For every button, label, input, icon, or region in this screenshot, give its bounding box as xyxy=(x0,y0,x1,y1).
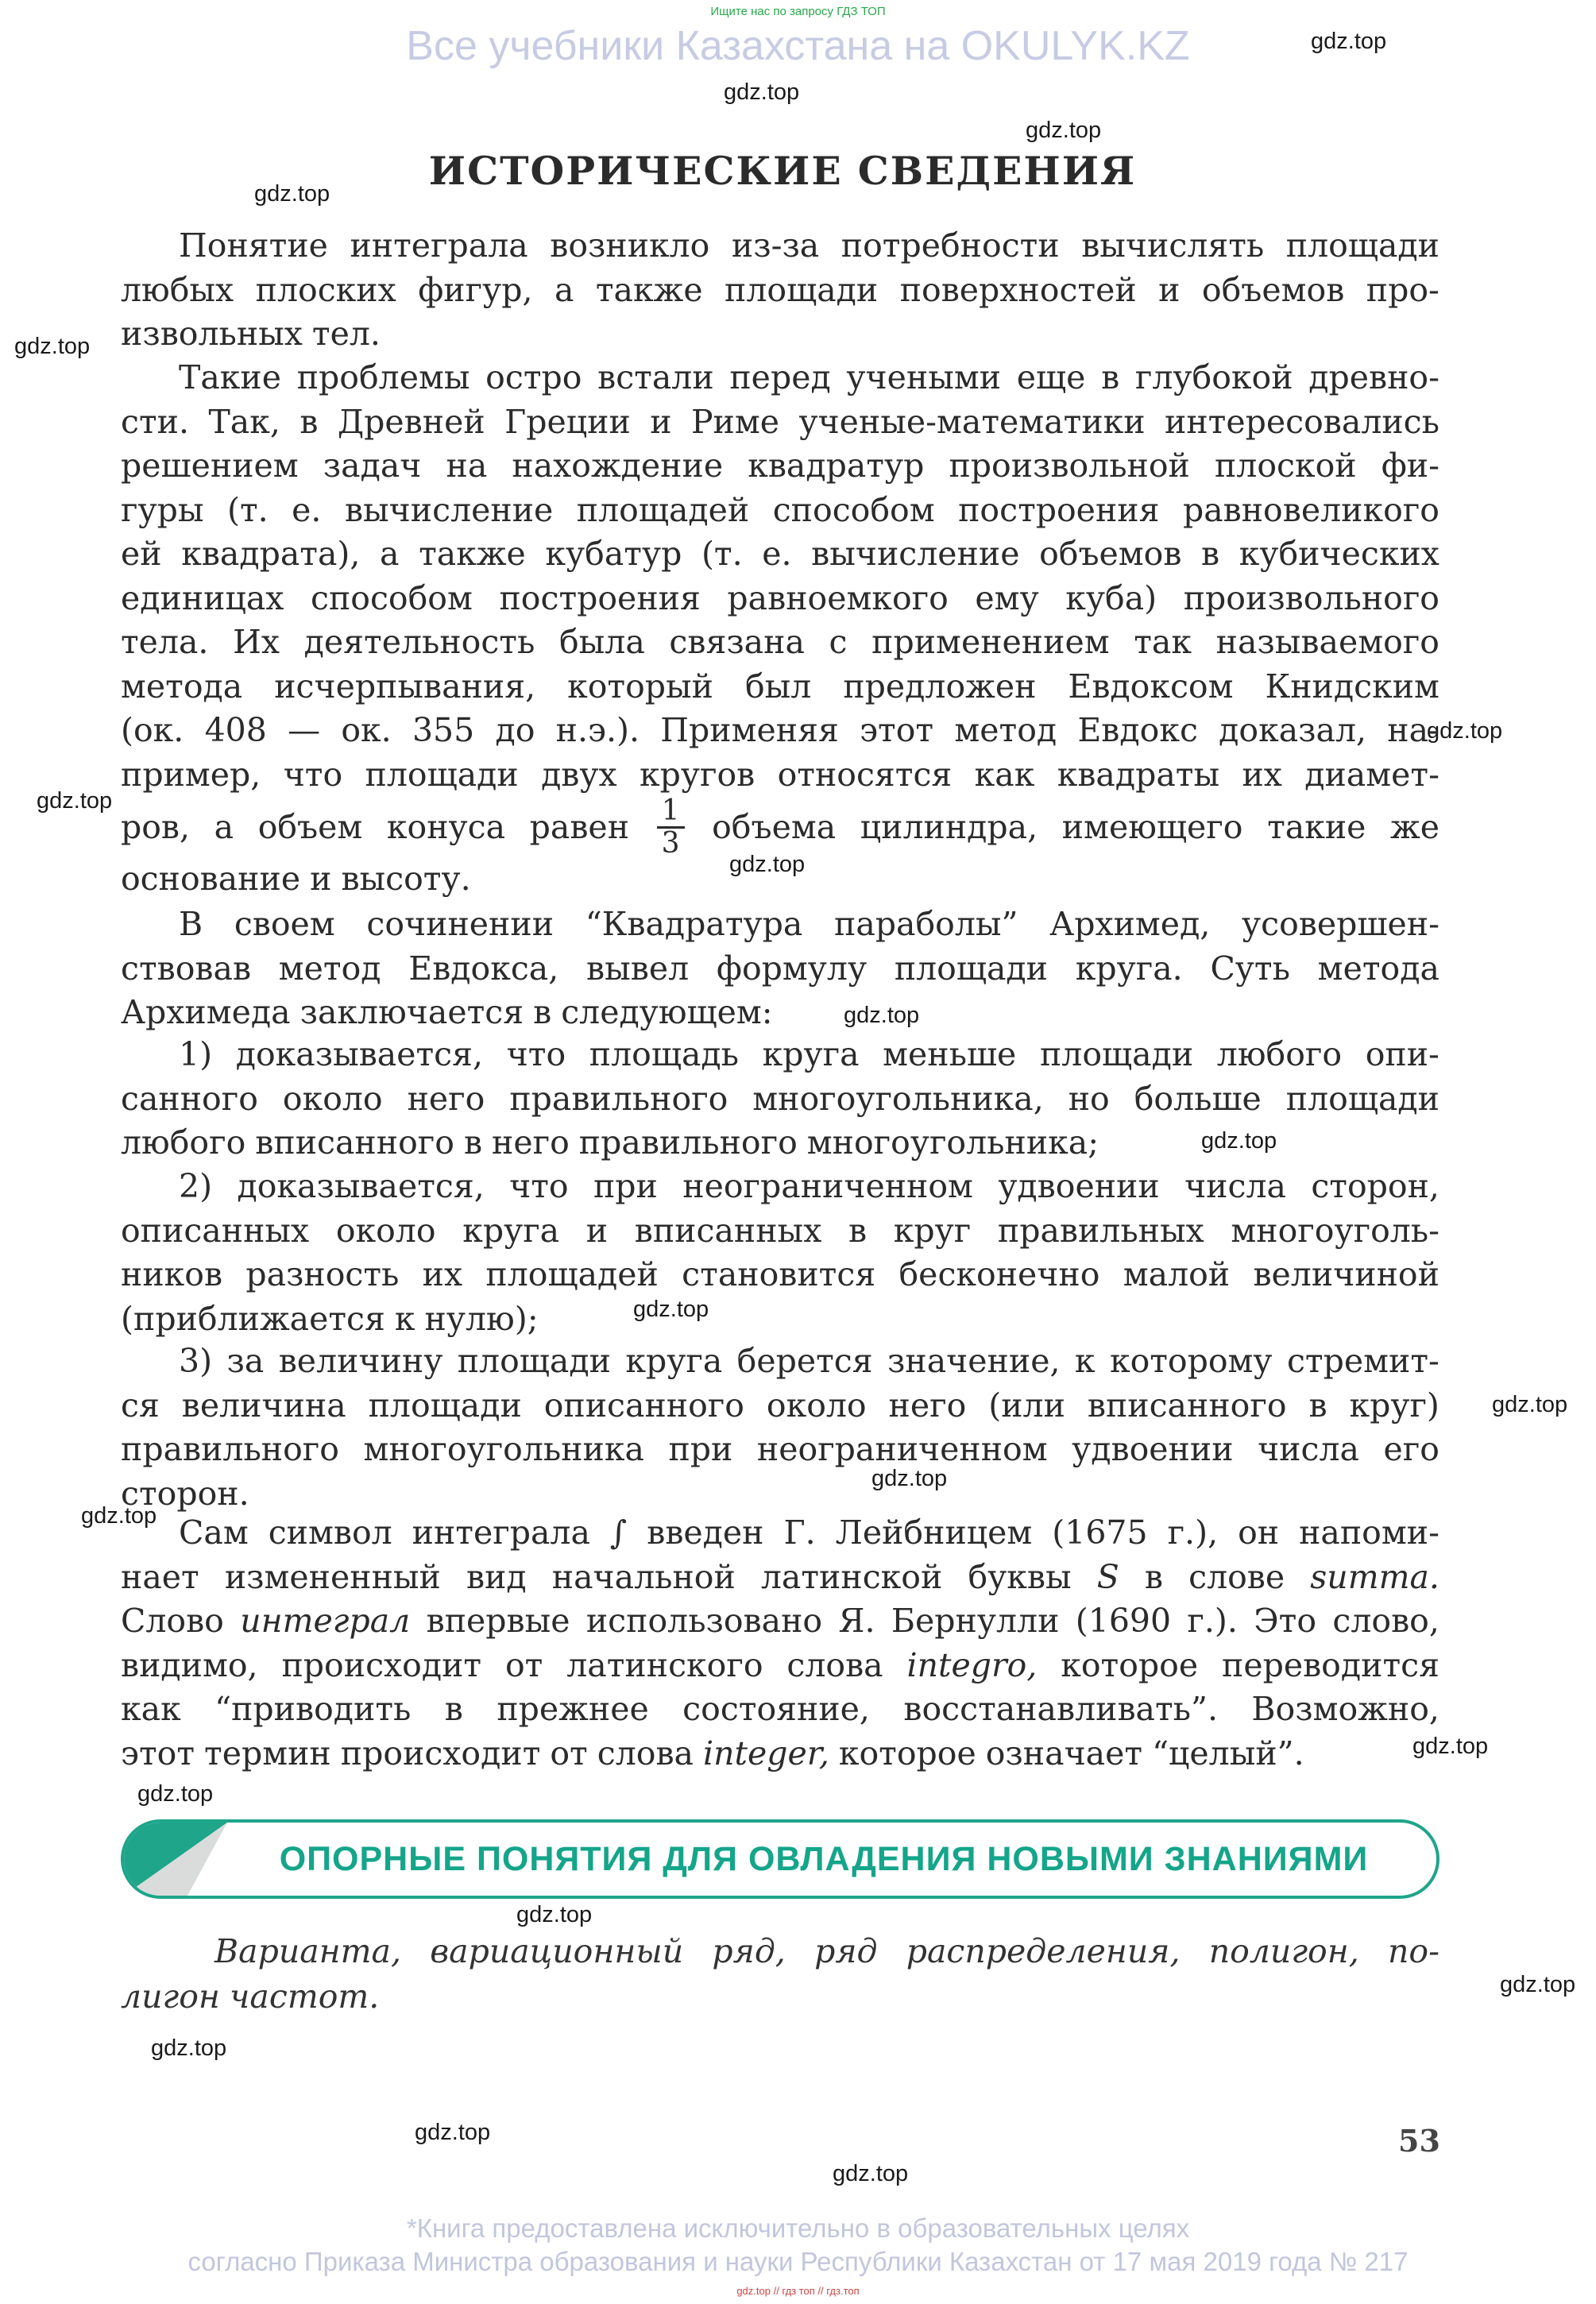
text-line: метода исчерпывания, который был предложен Евдоксом Книдским xyxy=(121,667,1439,706)
key-terms xyxy=(121,1929,1439,2020)
text-line: любых плоских фигур, а также площади поверхностей и объемов про- xyxy=(121,270,1439,309)
text-line: 2) доказывается, что при неограниченном удвоении числа сторон, xyxy=(179,1167,1439,1205)
watermark: gdz.top xyxy=(871,1466,948,1491)
text-line: 1) доказывается, что площадь круга меньше площади любого опи- xyxy=(179,1035,1439,1073)
watermark: gdz.top xyxy=(729,852,806,877)
text-line: гуры (т. е. вычисление площадей способом построения равновеликого xyxy=(121,490,1439,529)
text-line: тела. Их деятельность была связана с применением так называемого xyxy=(121,623,1439,661)
text-line: лигон частот. xyxy=(121,1977,380,2016)
text-line: Такие проблемы остро встали перед учеными еще в глубокой древно- xyxy=(179,358,1439,396)
watermark: gdz.top xyxy=(1500,1972,1576,1997)
watermark: gdz.top xyxy=(1311,29,1387,54)
footer-line-1: *Книга предоставлена исключительно в образовательных целях xyxy=(406,2213,1190,2243)
text-line: санного около него правильного многоугольника, но больше площади xyxy=(121,1079,1439,1118)
text-line: этот термин происходит от слова integer, которое означает “целый”. xyxy=(121,1734,1304,1772)
watermark: gdz.top xyxy=(516,1902,593,1927)
bottom-note: gdz.top // гдз топ // гдз.топ xyxy=(736,2285,860,2297)
section-banner-label: ОПОРНЫЕ ПОНЯТИЯ ДЛЯ ОВЛАДЕНИЯ НОВЫМИ ЗНАНИЯМИ xyxy=(279,1839,1369,1878)
watermark: gdz.top xyxy=(1026,118,1102,143)
footer-line-2: согласно Приказа Министра образования и науки Республики Казахстан от 17 мая 2019 года № 217 xyxy=(187,2247,1409,2276)
watermark: gdz.top xyxy=(633,1297,709,1322)
watermark: gdz.top xyxy=(1427,718,1503,744)
text-line: ей квадрата), а также кубатур (т. е. вычисление объемов в кубических xyxy=(121,535,1439,573)
watermark: gdz.top xyxy=(724,79,800,105)
paragraph-4 xyxy=(121,1511,1439,1776)
text-line: любого вписанного в него правильного многоугольника; xyxy=(121,1123,1099,1162)
fraction xyxy=(657,796,685,859)
watermark: gdz.top xyxy=(151,2035,227,2061)
text-line: ствовав метод Евдокса, вывел формулу площади круга. Суть метода xyxy=(121,949,1439,988)
text-line: основание и высоту. xyxy=(121,860,471,898)
watermark: gdz.top xyxy=(415,2120,491,2145)
paragraph-2 xyxy=(121,356,1439,902)
list-item-1 xyxy=(121,1033,1439,1166)
text-line: (ок. 408 — ок. 355 до н.э.). Применяя этот метод Евдокс доказал, на- xyxy=(121,711,1439,749)
text-line: ся величина площади описанного около него (или вписанного в круг) xyxy=(121,1386,1439,1425)
text-line: пример, что площади двух кругов относятся как квадраты их диамет- xyxy=(121,755,1439,794)
watermark: gdz.top xyxy=(1201,1128,1277,1154)
list-item-2 xyxy=(121,1165,1439,1341)
text-line: как “приводить в прежнее состояние, восстанавливать”. Возможно, xyxy=(121,1690,1439,1728)
top-note: Ищите нас по запросу ГДЗ ТОП xyxy=(710,5,886,18)
page-number: 53 xyxy=(1398,2123,1440,2159)
text-line: ников разность их площадей становится бесконечно малой величиной xyxy=(121,1255,1439,1293)
text-line: В своем сочинении “Квадратура параболы” Архимед, усовершен- xyxy=(179,905,1439,943)
watermark: gdz.top xyxy=(1412,1734,1489,1759)
text-line: 3) за величину площади круга берется значение, к которому стремит- xyxy=(179,1342,1439,1380)
text-line: единицах способом построения равноемкого ему куба) произвольного xyxy=(121,578,1439,617)
text-line: (приближается к нулю); xyxy=(121,1299,539,1338)
fraction-numerator: 1 xyxy=(657,796,685,829)
text-line: правильного многоугольника при неограниченном удвоении числа его xyxy=(121,1430,1439,1468)
text-line: нает измененный вид начальной латинской буквы S в слове summa. xyxy=(121,1557,1439,1596)
watermark: gdz.top xyxy=(844,1003,920,1028)
list-item-3 xyxy=(121,1339,1439,1516)
section-title: ИСТОРИЧЕСКИЕ СВЕДЕНИЯ xyxy=(428,148,1137,194)
watermark: gdz.top xyxy=(37,788,113,814)
watermark: gdz.top xyxy=(254,181,330,207)
site-banner: Все учебники Казахстана на OKULYK.KZ xyxy=(406,23,1190,69)
text-line: ров, а объем конуса равен $\frac{1}{3}$ объема цилиндра, имеющего такие же xyxy=(121,794,1439,860)
watermark: gdz.top xyxy=(81,1503,157,1529)
text-line: решением задач на нахождение квадратур произвольной плоской фи- xyxy=(121,446,1439,485)
watermark: gdz.top xyxy=(833,2161,909,2186)
paragraph-3 xyxy=(121,903,1439,1035)
text-line: извольных тел. xyxy=(121,315,381,353)
text-line: сти. Так, в Древней Греции и Риме ученые-математики интересовались xyxy=(121,402,1439,441)
paragraph-1 xyxy=(121,224,1439,357)
text-line: Слово интеграл впервые использовано Я. Бернулли (1690 г.). Это слово, xyxy=(121,1602,1439,1640)
section-banner xyxy=(121,1819,1439,1899)
watermark: gdz.top xyxy=(137,1781,214,1807)
text-line: Сам символ интеграла ∫ введен Г. Лейбницем (1675 г.), он напоми- xyxy=(179,1513,1439,1552)
text-line: Архимеда заключается в следующем: xyxy=(121,993,773,1031)
text-line: Варианта, вариационный ряд, ряд распределения, полигон, по- xyxy=(214,1932,1439,1970)
fraction-denominator: 3 xyxy=(661,826,680,860)
text-line: сторон. xyxy=(121,1474,249,1513)
text-line: видимо, происходит от латинского слова integro, которое переводится xyxy=(121,1645,1439,1684)
watermark: gdz.top xyxy=(1492,1392,1568,1417)
watermark: gdz.top xyxy=(14,334,91,359)
text-line: описанных около круга и вписанных в круг правильных многоуголь- xyxy=(121,1211,1439,1250)
text-line: Понятие интеграла возникло из-за потребности вычислять площади xyxy=(179,226,1439,265)
